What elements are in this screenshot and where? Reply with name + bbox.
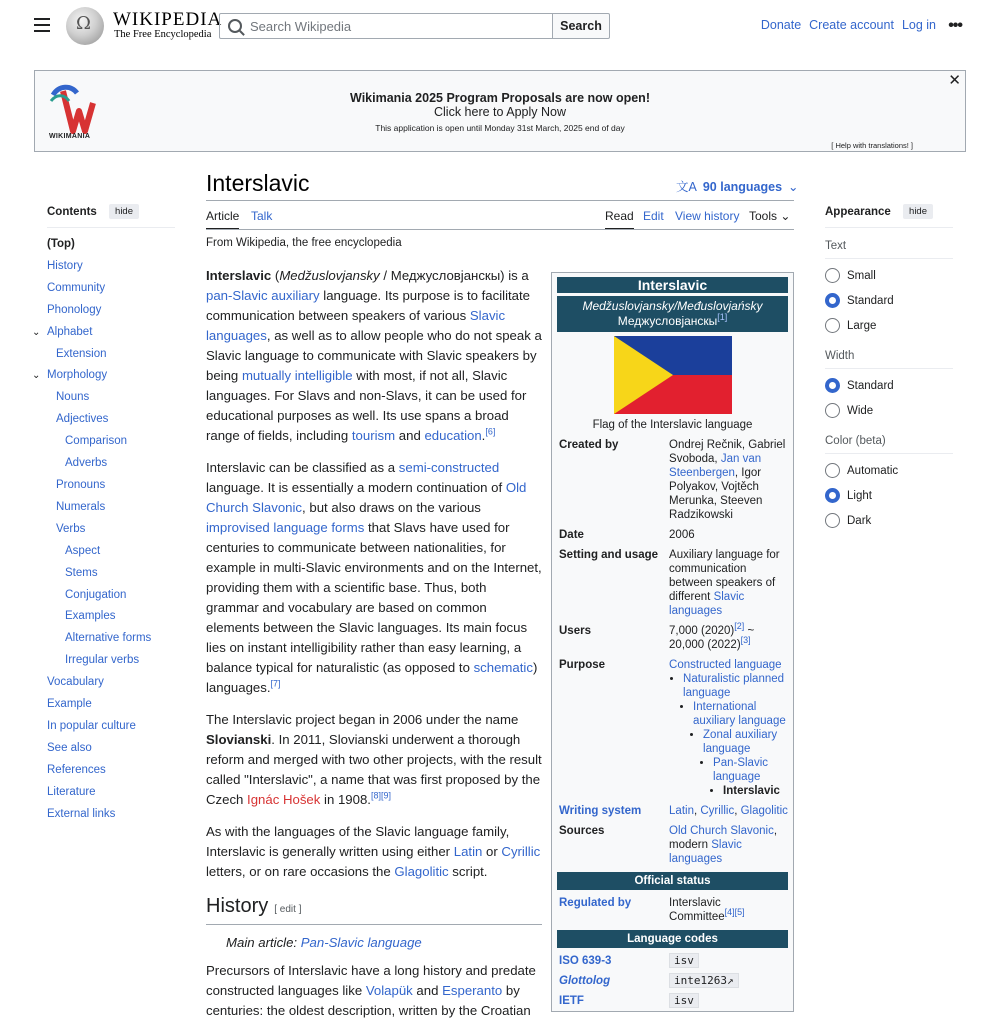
link[interactable]: Pan-Slavic language: [713, 757, 768, 783]
link[interactable]: mutually intelligible: [241, 368, 353, 383]
tab-edit[interactable]: Edit: [643, 209, 664, 223]
wikipedia-tagline: The Free Encyclopedia: [114, 29, 212, 40]
text: by centuries: the oldest description, written by the Croatian: [206, 983, 531, 1018]
help-with-translations-link[interactable]: [ Help with translations! ]: [831, 141, 913, 150]
infobox-row-iso: [557, 954, 788, 968]
row-value: [669, 548, 788, 618]
bold-term: Interslavic: [206, 268, 272, 283]
link[interactable]: pan-Slavic auxiliary: [206, 288, 320, 303]
row-label: Sources: [559, 825, 605, 837]
search-input[interactable]: [250, 19, 540, 34]
wikipedia-globe-icon[interactable]: [66, 7, 104, 45]
radio-option[interactable]: [825, 373, 953, 398]
row-label: [557, 994, 669, 1008]
paragraph-script: [206, 822, 542, 882]
reference[interactable]: [7]: [270, 678, 281, 689]
radio-option[interactable]: [825, 458, 953, 483]
toc-item-label: (Top): [47, 238, 75, 250]
link[interactable]: Glagolitic: [740, 805, 788, 817]
ietf-code[interactable]: isv: [669, 993, 699, 1008]
toc-item-label: Pronouns: [56, 478, 106, 491]
text: language. Its purpose is to facilitate communication between speakers of various: [206, 288, 531, 323]
section-heading-history: [206, 896, 542, 925]
text: and: [412, 983, 443, 998]
radio-icon[interactable]: [825, 463, 840, 478]
language-icon: 文A: [676, 180, 697, 194]
reference[interactable]: [8]: [370, 790, 381, 801]
radio-label: Wide: [847, 404, 874, 417]
link[interactable]: semi-constructed: [398, 460, 500, 475]
row-label: Setting and usage: [559, 549, 659, 561]
infobox-row-writing: [557, 804, 788, 818]
toc-item-label: Adjectives: [56, 413, 109, 426]
infobox-title: Interslavic: [557, 277, 788, 293]
purpose-tree: [669, 672, 788, 798]
toc-item-label: Community: [47, 281, 106, 294]
radio-label: Standard: [847, 294, 894, 307]
infobox: [551, 272, 794, 1012]
link[interactable]: Cyrillic: [700, 805, 735, 817]
row-value: [669, 954, 788, 968]
toc-item-label: Nouns: [56, 391, 90, 404]
text: that Slavs have used for centuries to communicate between nationalities, for example in multi-Slavic environments and on the Internet, providing them with a scientific base. Thus, both grammar and vocabulary are based on common elements between the Slavic languages. Its main focus lies on instant intelligibility rather than easy learning, a balance typical for naturalistic (as opposed to: [206, 520, 542, 675]
wikipedia-wordmark[interactable]: WIKIPEDIA: [113, 9, 223, 30]
toc-item-label: History: [47, 259, 83, 272]
toc-item[interactable]: [47, 606, 175, 628]
row-label: [557, 974, 669, 988]
row-label: [557, 896, 669, 924]
toc-item-label: Extension: [56, 347, 107, 360]
toc-item[interactable]: [47, 716, 175, 738]
current-language: Interslavic: [723, 785, 780, 797]
list-item: [713, 756, 788, 798]
toc-item-label: Conjugation: [65, 588, 127, 601]
toc-item[interactable]: [32, 365, 175, 387]
toc-item-label: Literature: [47, 785, 96, 798]
languages-button[interactable]: [676, 177, 799, 195]
link[interactable]: Glagolitic: [394, 864, 449, 879]
create-account-link[interactable]: Create account: [809, 18, 894, 32]
text: As with the languages of the Slavic language family, Interslavic is generally written using either: [206, 824, 510, 859]
search-box: [219, 13, 553, 39]
radio-option[interactable]: [825, 483, 953, 508]
row-label: Created by: [559, 439, 619, 451]
row-label: [557, 954, 669, 968]
text: language. It is essentially a modern continuation of: [206, 480, 506, 495]
link[interactable]: Slavic languages: [669, 839, 742, 865]
appearance-panel: [825, 204, 953, 533]
text: with most, if not all, Slavic languages. For Slavs and non-Slavs, it can be used for educational purposes as well. Its use spans a broad range of fields, including: [206, 368, 527, 443]
wikimania-banner[interactable]: [34, 70, 966, 152]
toc-item[interactable]: [47, 234, 175, 256]
toc-item[interactable]: [47, 782, 175, 804]
toc-item-label: Alternative forms: [65, 632, 152, 645]
close-icon[interactable]: ✕: [948, 72, 961, 89]
toc-item[interactable]: [47, 300, 175, 322]
interslavic-flag-image[interactable]: [614, 336, 732, 414]
toc-list: [32, 234, 175, 825]
article-body: [206, 266, 542, 1033]
toc-item[interactable]: [47, 453, 175, 475]
text: Main article:: [226, 935, 301, 950]
radio-label: Light: [847, 489, 872, 502]
glottolog-code[interactable]: [669, 973, 739, 988]
text: , Igor Polyakov, Vojtěch Merunka, Steeven Radzikowski: [669, 467, 763, 521]
list-item: [693, 700, 788, 798]
link[interactable]: improvised language forms: [206, 520, 365, 535]
languages-count: 90 languages: [702, 180, 783, 194]
text: The Interslavic project began in 2006 under the name: [206, 712, 519, 727]
link[interactable]: ISO 639-3: [559, 955, 612, 967]
toc-item[interactable]: [47, 344, 175, 366]
tab-read[interactable]: Read: [605, 209, 634, 230]
text-size-label: Text: [825, 240, 953, 259]
radio-option[interactable]: [825, 263, 953, 288]
red-link[interactable]: Ignác Hošek: [247, 792, 321, 807]
row-label: [557, 804, 669, 818]
infobox-row-date: [557, 528, 788, 542]
toc-item-label: External links: [47, 807, 116, 820]
row-value: [669, 896, 788, 924]
donate-link[interactable]: Donate: [760, 18, 802, 32]
text: , as well as to allow people who do not speak a Slavic language to communicate with Slavic speakers by being: [206, 328, 542, 383]
text: Auxiliary language for communication between speakers of different: [669, 549, 780, 603]
external-link-icon: ↗: [727, 974, 734, 987]
user-links: [761, 18, 936, 32]
text-size-options: [825, 263, 953, 338]
tools-menu[interactable]: [749, 209, 790, 223]
radio-icon[interactable]: [825, 378, 840, 393]
link[interactable]: International auxiliary language: [693, 701, 786, 727]
reference[interactable]: [4][5]: [724, 907, 745, 918]
text: and: [395, 428, 425, 443]
reference[interactable]: [1]: [717, 312, 728, 322]
infobox-native-name: [557, 296, 788, 332]
toc-item-label: In popular culture: [47, 719, 136, 732]
flag-caption: Flag of the Interslavic language: [592, 419, 753, 431]
toc-item-label: Vocabulary: [47, 676, 104, 689]
text: .: [481, 428, 486, 443]
heading-text: History: [206, 895, 269, 917]
reference[interactable]: [2]: [734, 621, 745, 632]
main-menu-icon[interactable]: [34, 18, 50, 32]
row-label: Users: [559, 625, 591, 637]
toc-item[interactable]: [47, 585, 175, 607]
row-label: Date: [559, 529, 584, 541]
text: ~ 20,000 (2022): [669, 625, 755, 651]
color-options: [825, 458, 953, 533]
bold-term: Slovianski: [206, 732, 272, 747]
text: . In 2011, Slovianski underwent a thorough reform and merged with two other projects, with the result called "Interslavic", a name that was first proposed by the Czech: [206, 732, 542, 807]
native-latin: Medžuslovjansky/Međuslovjańsky: [582, 299, 763, 313]
toc-item-label: References: [47, 763, 106, 776]
toc-item[interactable]: [47, 497, 175, 519]
infobox-row-setting: [557, 548, 788, 618]
toc-item[interactable]: [47, 672, 175, 694]
link[interactable]: Cyrillic: [501, 844, 541, 859]
radio-option[interactable]: [825, 288, 953, 313]
link[interactable]: Old Church Slavonic: [669, 825, 774, 837]
radio-icon[interactable]: [825, 488, 840, 503]
row-label: Purpose: [559, 659, 606, 671]
link[interactable]: Glottolog: [559, 975, 611, 987]
link[interactable]: Regulated by: [559, 897, 632, 909]
toc-item[interactable]: [47, 519, 175, 541]
toc-item-label: Alphabet: [47, 325, 93, 338]
text: , modern: [669, 825, 778, 851]
infobox-row-sources: [557, 824, 788, 866]
toc-item-label: See also: [47, 741, 92, 754]
wikimania-logo-text: WIKIMANIA: [49, 133, 91, 140]
list-item: [703, 728, 788, 798]
row-value: Latin, Cyrillic, Glagolitic: [669, 805, 788, 817]
toc-item-label: Stems: [65, 566, 98, 579]
infobox-row-created: [557, 438, 788, 522]
infobox-row-purpose: [557, 658, 788, 798]
infobox-row-glottolog: [557, 974, 788, 988]
link[interactable]: Old Church Slavonic: [206, 480, 527, 515]
infobox-section-official: Official status: [557, 872, 788, 890]
main-article-hatnote: [206, 933, 542, 953]
radio-option[interactable]: [825, 398, 953, 423]
link[interactable]: Volapük: [365, 983, 413, 998]
row-value: [669, 994, 788, 1008]
reference[interactable]: [6]: [485, 426, 496, 437]
log-in-link[interactable]: Log in: [901, 18, 936, 32]
link[interactable]: Zonal auxiliary language: [703, 729, 778, 755]
toc-item[interactable]: [32, 322, 175, 344]
infobox-row-regulated: [557, 896, 788, 924]
toc-hide-button[interactable]: hide: [109, 204, 139, 219]
toc-item[interactable]: [47, 475, 175, 497]
radio-label: Dark: [847, 514, 872, 527]
chevron-down-icon[interactable]: ⌄: [32, 370, 41, 382]
link[interactable]: Slavic languages: [669, 591, 745, 617]
text: Ondrej Rečnik, Gabriel Svoboda,: [669, 439, 786, 465]
toc-item[interactable]: [47, 256, 175, 278]
link[interactable]: Pan-Slavic language: [300, 935, 422, 950]
width-options: [825, 373, 953, 423]
paragraph-intro: Interslavic (Medžuslovjansky / Меджусловјанскы) is a pan-Slavic auxiliary language. Its purpose is to facilitate communication between speakers of various Slavic languages, as well as to allow people who do not speak a Slavic language to communicate with Slavic speakers by being mutually intelligible with most, if not all, Slavic languages. For Slavs and non-Slavs, it can be used for educational purposes as well. Its use spans a broad range of fields, including tourism and education.[6]: [206, 268, 542, 443]
toc-item[interactable]: [47, 694, 175, 716]
text: , but also draws on the various: [302, 500, 481, 515]
toc-item-label: Comparison: [65, 435, 127, 448]
native-name: Medžuslovjansky: [279, 268, 380, 283]
radio-icon[interactable]: [825, 293, 840, 308]
paragraph-history: [206, 961, 542, 1021]
toc-item[interactable]: [47, 563, 175, 585]
row-value: [669, 621, 788, 652]
list-item: [723, 784, 788, 798]
table-of-contents: [32, 204, 175, 825]
toc-item-label: Numerals: [56, 500, 106, 513]
infobox-row-users: [557, 621, 788, 652]
link[interactable]: IETF: [559, 995, 584, 1007]
row-value: [669, 438, 788, 522]
row-value: [669, 974, 788, 988]
toc-item-label: Example: [47, 698, 92, 711]
title-divider: [206, 200, 794, 201]
radio-icon[interactable]: [825, 403, 840, 418]
reference[interactable]: [9]: [380, 790, 391, 801]
toc-item[interactable]: [47, 628, 175, 650]
link[interactable]: Writing system: [559, 805, 642, 817]
text: Interslavic can be classified as a: [206, 460, 399, 475]
list-item: [683, 672, 788, 798]
toc-item-label: Irregular verbs: [65, 654, 140, 667]
paragraph-project: [206, 710, 542, 810]
link[interactable]: Slavic languages: [206, 308, 506, 343]
radio-label: Automatic: [847, 464, 899, 477]
chevron-down-icon: ⌄: [780, 209, 791, 223]
radio-icon[interactable]: [825, 513, 840, 528]
link[interactable]: Naturalistic planned language: [683, 673, 785, 699]
link[interactable]: education: [424, 428, 482, 443]
more-options-icon[interactable]: •••: [948, 17, 962, 34]
iso-code[interactable]: isv: [669, 953, 699, 968]
radio-option[interactable]: [825, 313, 953, 338]
tools-label: Tools: [749, 209, 778, 223]
toc-item-label: Phonology: [47, 303, 102, 316]
page-tabs: [206, 206, 794, 230]
row-value: 2006: [669, 529, 695, 541]
radio-label: Large: [847, 319, 877, 332]
toc-item-label: Examples: [65, 610, 116, 623]
radio-option[interactable]: [825, 508, 953, 533]
radio-icon[interactable]: [825, 318, 840, 333]
toc-item[interactable]: [47, 738, 175, 760]
link[interactable]: schematic: [473, 660, 533, 675]
site-header: [0, 0, 1000, 52]
link[interactable]: tourism: [351, 428, 396, 443]
search-icon: [228, 19, 242, 33]
paragraph-classification: [206, 458, 542, 698]
tab-view-history[interactable]: View history: [675, 209, 740, 223]
toc-item-label: Aspect: [65, 544, 101, 557]
text: letters, or on rare occasions the: [206, 864, 395, 879]
link[interactable]: Latin: [669, 805, 694, 817]
toc-item[interactable]: [47, 409, 175, 431]
text: / Меджусловјанскы) is a: [379, 268, 529, 283]
width-label: Width: [825, 350, 953, 369]
tab-talk[interactable]: Talk: [251, 209, 273, 223]
page-title: Interslavic: [206, 170, 310, 196]
chevron-down-icon: ⌄: [788, 180, 799, 194]
native-cyrillic: Меджусловјанскы: [617, 314, 718, 328]
text: Interslavic Committee: [669, 897, 725, 923]
appearance-title: Appearance: [825, 205, 891, 218]
toc-item[interactable]: [47, 278, 175, 300]
text: ) languages.: [206, 660, 538, 695]
edit-section-link[interactable]: [ edit ]: [274, 904, 302, 915]
text: script.: [448, 864, 488, 879]
banner-subtitle[interactable]: Click here to Apply Now: [433, 105, 566, 119]
tabs-divider: [206, 229, 794, 230]
code-text: inte1263: [674, 974, 728, 987]
link[interactable]: Esperanto: [442, 983, 503, 998]
infobox-row-ietf: [557, 994, 788, 1008]
toc-item[interactable]: [47, 387, 175, 409]
toc-item-label: Verbs: [56, 522, 86, 535]
toc-item[interactable]: [47, 804, 175, 826]
toc-item-label: Morphology: [47, 369, 108, 382]
toc-item[interactable]: [47, 431, 175, 453]
text: Precursors of Interslavic have a long history and predate constructed languages like: [206, 963, 536, 998]
toc-item[interactable]: [47, 541, 175, 563]
search-button[interactable]: Search: [552, 13, 610, 39]
row-value: [669, 824, 788, 866]
toc-title: Contents: [47, 205, 97, 218]
link[interactable]: Latin: [453, 844, 483, 859]
chevron-down-icon[interactable]: ⌄: [32, 326, 41, 338]
toc-item-label: Adverbs: [65, 457, 108, 470]
text: 7,000 (2020): [669, 625, 735, 637]
toc-item[interactable]: [47, 760, 175, 782]
link[interactable]: Constructed language: [669, 659, 782, 671]
radio-label: Small: [847, 269, 876, 282]
text: in 1908.: [320, 792, 371, 807]
appearance-hide-button[interactable]: hide: [903, 204, 933, 219]
link[interactable]: Jan van Steenbergen: [669, 453, 762, 479]
banner-title[interactable]: Wikimania 2025 Program Proposals are now open!: [350, 91, 650, 105]
color-label: Color (beta): [825, 435, 953, 454]
infobox-section-codes: Language codes: [557, 930, 788, 948]
tab-article[interactable]: Article: [206, 209, 239, 230]
site-sub: From Wikipedia, the free encyclopedia: [206, 237, 402, 249]
banner-note: This application is open until Monday 31st March, 2025 end of day: [375, 123, 625, 133]
toc-item[interactable]: [47, 650, 175, 672]
text: or: [482, 844, 502, 859]
row-value: [669, 658, 788, 798]
radio-label: Standard: [847, 379, 894, 392]
radio-icon[interactable]: [825, 268, 840, 283]
reference[interactable]: [3]: [740, 635, 751, 646]
